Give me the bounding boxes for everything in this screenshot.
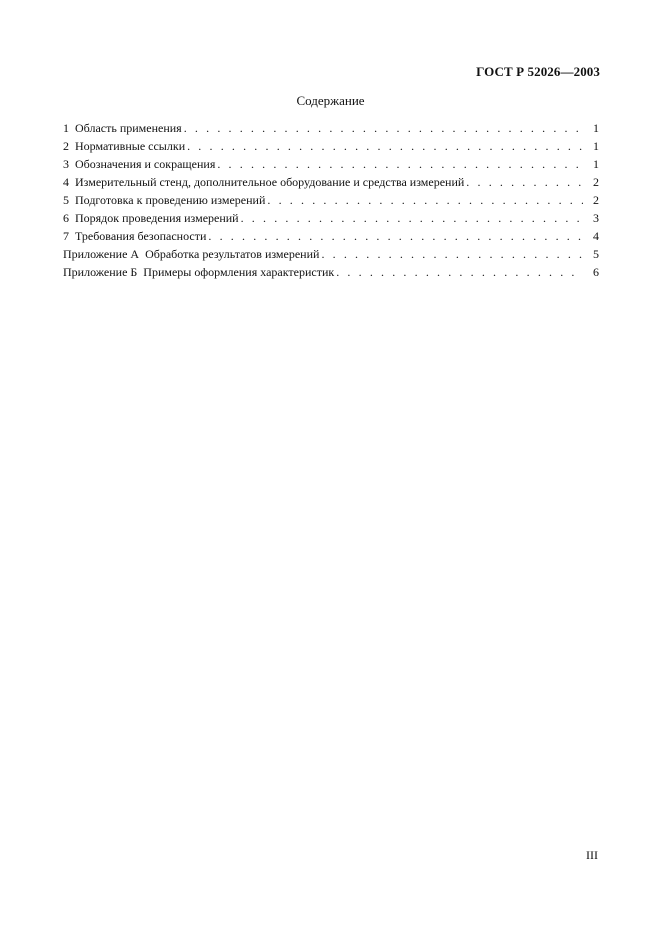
toc-entry-label: Область применения (75, 121, 182, 135)
toc-entry-number: Приложение А (63, 247, 140, 261)
toc-dot-leader (184, 119, 583, 137)
toc-entry-page: 2 (593, 193, 599, 207)
toc-dot-leader (466, 173, 583, 191)
toc-entry-number: 1 (63, 121, 69, 135)
toc-entry-label: Порядок проведения измерений (75, 211, 239, 225)
toc-dot-leader (217, 155, 583, 173)
toc-dot-leader (336, 263, 583, 281)
toc-entry-label: Измерительный стенд, дополнительное оборудование и средства измерений (75, 175, 465, 189)
toc-entry-number: 4 (63, 175, 69, 189)
toc-entry-number: 3 (63, 157, 69, 171)
toc-entry[interactable] (63, 191, 599, 209)
toc-entry-label: Нормативные ссылки (75, 139, 186, 153)
toc-dot-leader (321, 245, 583, 263)
toc-entry[interactable] (63, 155, 599, 173)
toc-entry-label: Обработка результатов измерений (145, 247, 320, 261)
table-of-contents (63, 119, 599, 281)
toc-entry-page: 1 (593, 121, 599, 135)
toc-entry-label: Подготовка к проведению измерений (75, 193, 266, 207)
toc-entry-number: 2 (63, 139, 69, 153)
toc-entry-appendix[interactable] (63, 245, 599, 263)
page-number: III (586, 848, 598, 862)
toc-entry[interactable] (63, 227, 599, 245)
toc-entry-page: 4 (593, 229, 599, 243)
toc-entry-page: 3 (593, 211, 599, 225)
toc-entry-label: Обозначения и сокращения (75, 157, 216, 171)
toc-entry-number: 7 (63, 229, 69, 243)
toc-entry[interactable] (63, 173, 599, 191)
toc-entry[interactable] (63, 119, 599, 137)
toc-dot-leader (267, 191, 583, 209)
toc-entry-number: 5 (63, 193, 69, 207)
toc-entry-page: 6 (593, 265, 599, 279)
toc-entry-appendix[interactable] (63, 263, 599, 281)
toc-entry-page: 5 (593, 247, 599, 261)
toc-entry-label: Примеры оформления характеристик (143, 265, 335, 279)
toc-entry-page: 2 (593, 175, 599, 189)
toc-entry-page: 1 (593, 157, 599, 171)
toc-entry[interactable] (63, 209, 599, 227)
toc-entry-number: 6 (63, 211, 69, 225)
toc-entry-number: Приложение Б (63, 265, 138, 279)
toc-entry-label: Требования безопасности (75, 229, 207, 243)
document-code: ГОСТ Р 52026—2003 (476, 64, 600, 79)
toc-entry[interactable] (63, 137, 599, 155)
toc-dot-leader (208, 227, 583, 245)
toc-dot-leader (241, 209, 583, 227)
toc-dot-leader (187, 137, 583, 155)
toc-entry-page: 1 (593, 139, 599, 153)
toc-title: Содержание (296, 93, 365, 108)
